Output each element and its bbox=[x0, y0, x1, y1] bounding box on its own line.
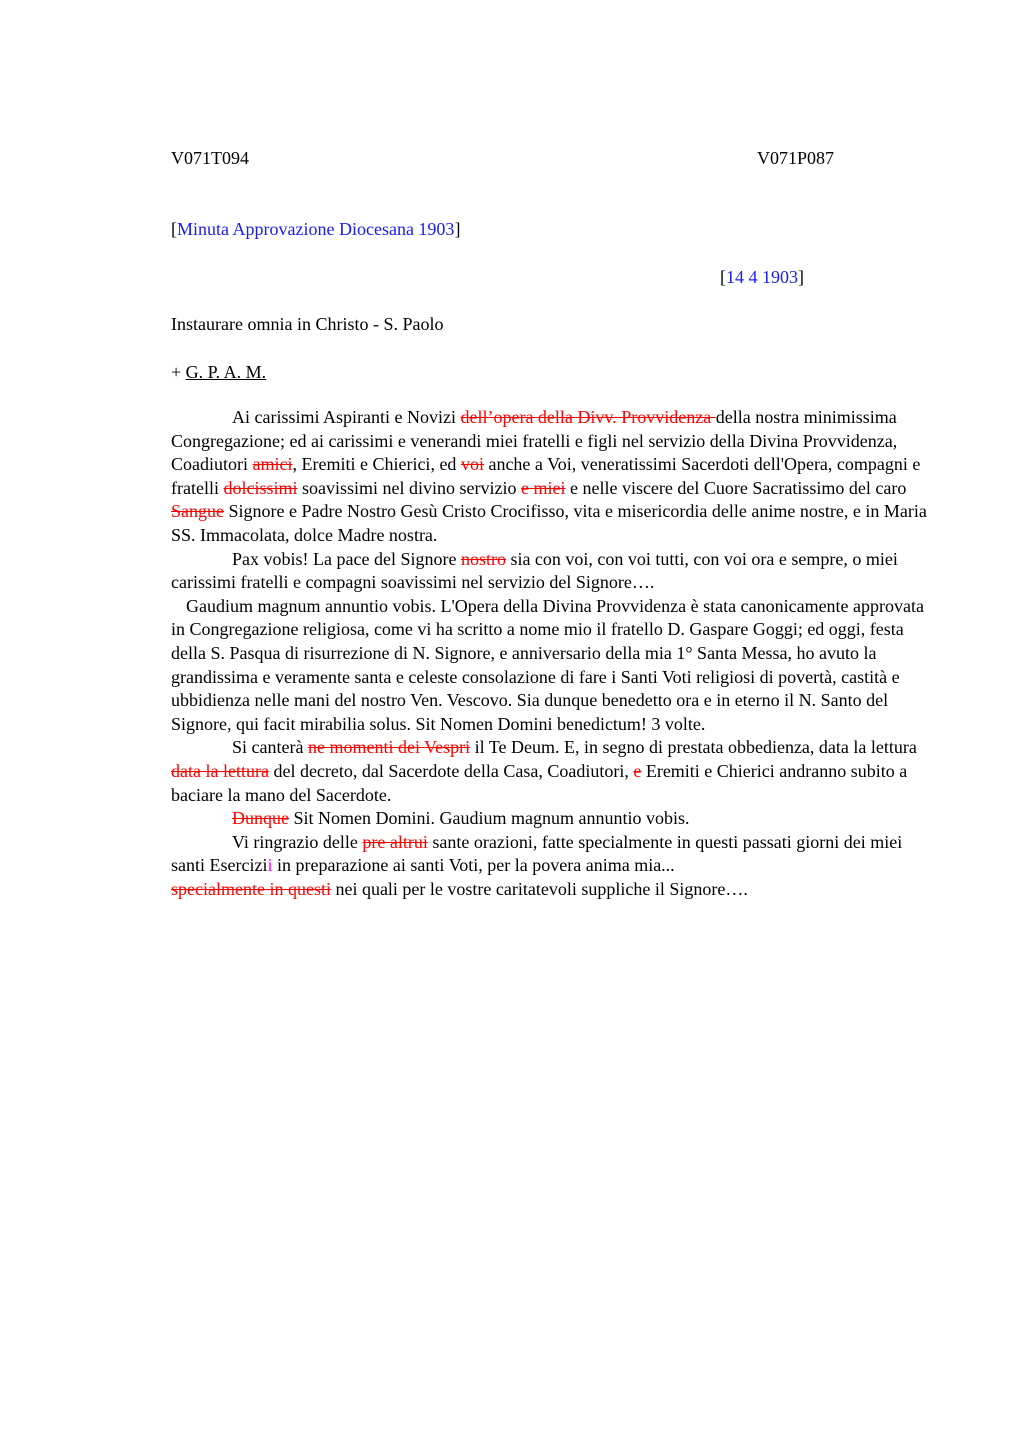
deleted-text: e bbox=[633, 760, 642, 781]
title-open-bracket: [ bbox=[171, 219, 177, 239]
document-title bbox=[171, 217, 460, 241]
deleted-text: ne momenti dei Vespri bbox=[307, 737, 471, 758]
text-run: in preparazione ai santi Voti, per la povera anima mia... bbox=[272, 855, 675, 876]
deleted-text: dell’opera della Divv. Provvidenza bbox=[460, 407, 716, 427]
text-run: del decreto, dal Sacerdote della Casa, Coadiutori, bbox=[268, 760, 634, 781]
text-run: Pax vobis! La pace del Signore bbox=[232, 548, 461, 569]
text-run: sia con voi, con voi tutti, con voi ora e sempre, o miei carissimi fratelli e compagni soavissimi nel servizio del Signore…. bbox=[171, 548, 898, 593]
text-run: il Te Deum. E, in segno di prestata obbedienza, data la lettura bbox=[470, 737, 917, 758]
date-open-bracket: [ bbox=[720, 267, 726, 287]
deleted-text: voi bbox=[460, 454, 484, 475]
gpam-text: G. P. A. M. bbox=[185, 362, 267, 382]
date-text: 14 4 1903 bbox=[726, 267, 798, 287]
text-run: della nostra minimissima Congregazione; ed ai carissimi e venerandi miei fratelli e figli nel servizio della Divina Provvidenza, Coadiutori bbox=[171, 407, 898, 475]
letter-body bbox=[171, 406, 931, 901]
inserted-text: i bbox=[267, 855, 273, 876]
paragraph-6 bbox=[171, 831, 931, 902]
paragraph-2 bbox=[171, 548, 931, 595]
deleted-text: data la lettura bbox=[171, 760, 269, 781]
deleted-text: Dunque bbox=[232, 808, 289, 829]
deleted-text: amici bbox=[252, 454, 293, 475]
gpam-prefix: + bbox=[171, 362, 186, 382]
text-run: soavissimi nel divino servizio bbox=[297, 477, 521, 498]
paragraph-3 bbox=[171, 595, 931, 737]
text-run: sante orazioni, fatte specialmente in questi passati giorni dei miei santi Esercizi bbox=[171, 831, 903, 876]
title-text: Minuta Approvazione Diocesana 1903 bbox=[177, 219, 455, 239]
paragraph-1 bbox=[171, 406, 931, 548]
title-close-bracket: ] bbox=[454, 219, 461, 239]
gpam-line bbox=[171, 360, 266, 384]
document-code-left: V071T094 bbox=[171, 148, 249, 168]
deleted-text: specialmente in questi bbox=[171, 878, 331, 899]
text-run: Ai carissimi Aspiranti e Novizi bbox=[232, 407, 461, 427]
motto: Instaurare omnia in Christo - S. Paolo bbox=[171, 314, 444, 334]
text-run: Vi ringrazio delle bbox=[232, 831, 363, 852]
deleted-text: dolcissimi bbox=[223, 477, 298, 498]
document-code-right: V071P087 bbox=[757, 148, 835, 168]
text-run: Si canterà bbox=[232, 737, 308, 758]
text-run: anche a Voi, veneratissimi Sacerdoti dell'Opera, compagni e fratelli bbox=[171, 454, 921, 498]
text-run: Eremiti e Chierici andranno subito a baciare la mano del Sacerdote. bbox=[171, 760, 908, 805]
deleted-text: Sangue bbox=[171, 501, 224, 522]
text-run: Gaudium magnum annuntio vobis. L'Opera della Divina Provvidenza è stata canonicamente approvata in Congregazione religiosa, come vi ha scritto a nome mio il fratello D. Gaspare Goggi; ed oggi, festa della S. Pasqua di risurrezione di N. Signore, e anniversario della mia 1° Santa Messa, ho avuto la grandissima e veramente santa e celeste consolazione di fare i Santi Voti religiosi di povertà, castità e ubbidienza nelle mani del nostro Ven. Vescovo. Sia dunque benedetto ora e in eterno il N. Santo del Signore, qui facit mirabilia solus. Sit Nomen Domini benedictum! 3 volte. bbox=[171, 595, 925, 734]
deleted-text: e miei bbox=[520, 477, 566, 498]
deleted-text: nostro bbox=[460, 548, 506, 569]
text-run: Signore e Padre Nostro Gesù Cristo Crocifisso, vita e misericordia delle anime nostre, e in Maria SS. Immacolata, dolce Madre nostra. bbox=[171, 501, 927, 545]
text-run: Sit Nomen Domini. Gaudium magnum annuntio vobis. bbox=[289, 808, 690, 829]
paragraph-4 bbox=[171, 736, 931, 807]
paragraph-5 bbox=[171, 807, 931, 831]
date-close-bracket: ] bbox=[798, 267, 804, 287]
text-run: e nelle viscere del Cuore Sacratissimo del caro bbox=[565, 477, 907, 498]
deleted-text: pre altrui bbox=[362, 831, 428, 852]
text-run: nei quali per le vostre caritatevoli suppliche il Signore…. bbox=[330, 878, 748, 899]
document-date bbox=[720, 265, 804, 289]
text-run: , Eremiti e Chierici, ed bbox=[292, 454, 461, 475]
